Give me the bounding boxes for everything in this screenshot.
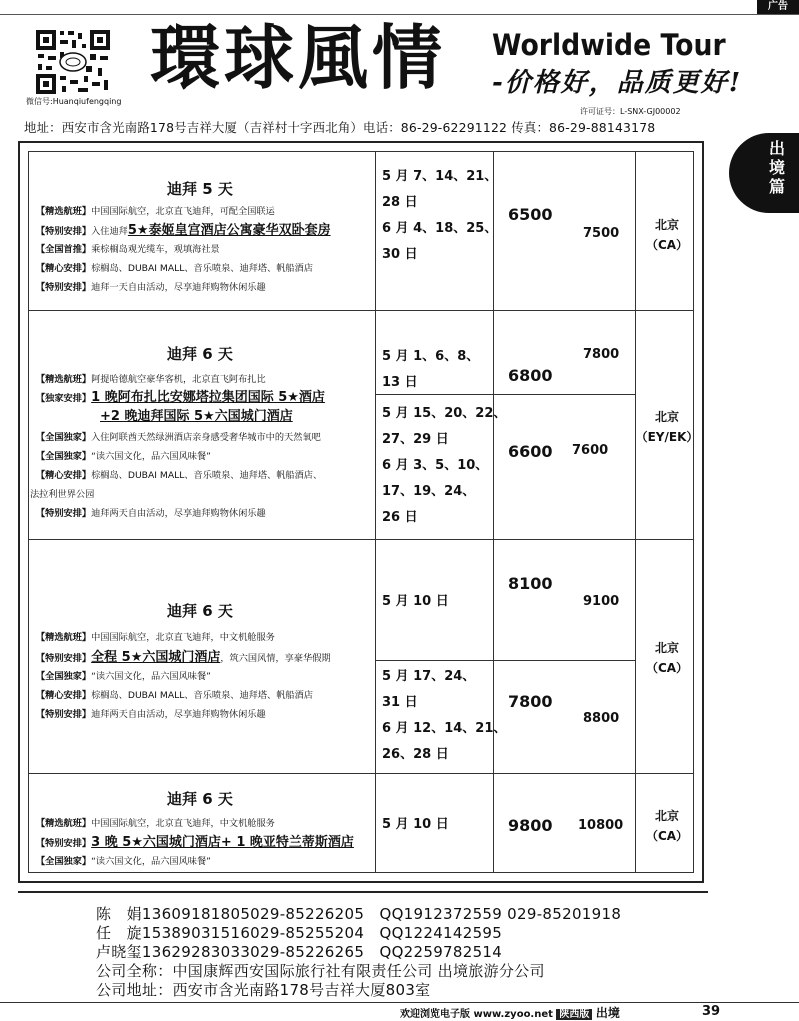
tour-feature: 【特别安排】3 晚 5★六国城门酒店+ 1 晚亚特兰蒂斯酒店 [36, 835, 354, 850]
tour-title: 迪拜 6 天 [167, 602, 233, 620]
tour-feature: 【精心安排】棕榈岛、DUBAI MALL、音乐喷泉、迪拜塔、帆船酒店 [36, 690, 313, 701]
tour-title: 迪拜 6 天 [167, 790, 233, 808]
footer-bar [400, 1004, 620, 1021]
price-alt: 10800 [578, 818, 624, 833]
price-alt: 7600 [572, 443, 609, 458]
price-adult: 8100 [508, 574, 553, 593]
row-divider [29, 310, 693, 311]
top-rule [0, 14, 799, 15]
side-tab [729, 133, 799, 213]
sub-row-divider [375, 660, 635, 661]
row-divider [29, 539, 693, 540]
footer-website: 欢迎浏览电子版 www.zyoo.net [400, 1009, 553, 1020]
tour-feature: 【精选航班】中国国际航空，北京直飞迪拜，中文机舱服务 [36, 818, 275, 829]
tour-feature: 【特别安排】迪拜两天自由活动，尽享迪拜购物休闲乐趣 [36, 709, 266, 720]
departure-city: 北京 （CA） [645, 809, 689, 843]
slogan: -价格好，品质更好! [492, 68, 743, 98]
departure-dates: 5 月 10 日 [382, 594, 449, 609]
tour-feature: 【全国独家】“读六国文化，品六国风味餐” [36, 671, 211, 682]
tour-feature: 【特别安排】入住迪拜5★泰姬皇宫酒店公寓豪华双卧套房 [36, 223, 331, 238]
header-address: 地址：西安市含光南路178号吉祥大厦（吉祥村十字西北角）电话：86-29-62291122 传真：86-29-88143178 [24, 120, 656, 135]
brand-english: Worldwide Tour [492, 28, 726, 62]
column-divider [375, 152, 376, 872]
price-adult: 7800 [508, 692, 553, 711]
column-divider [635, 152, 636, 872]
ad-tag: 广告 [757, 0, 799, 14]
tour-title: 迪拜 5 天 [167, 180, 233, 198]
departure-dates: 5 月 7、14、21、 28 日 6 月 4、18、25、 30 日 [382, 169, 498, 262]
tour-feature: 【全国独家】“读六国文化，品六国风味餐” [36, 856, 211, 867]
tour-feature: 【精选航班】中国国际航空，北京直飞迪拜，可配全国联运 [36, 206, 275, 217]
tour-feature: 【精选航班】中国国际航空，北京直飞迪拜，中文机舱服务 [36, 632, 275, 643]
footer-logo: 陕西版 [556, 1009, 592, 1020]
tour-feature: 【精心安排】棕榈岛、DUBAI MALL、音乐喷泉、迪拜塔、帆船酒店 [36, 263, 313, 274]
footer-section: 出境 [595, 1006, 620, 1020]
footer-rule [18, 891, 708, 893]
departure-city: 北京 （EY/EK） [635, 410, 699, 444]
tour-feature: 【独家安排】1 晚阿布扎比安娜塔拉集团国际 5★酒店 [36, 390, 325, 405]
qr-code-icon [34, 28, 112, 96]
price-adult: 6500 [508, 205, 553, 224]
departure-city: 北京 （CA） [645, 218, 689, 252]
contact-line: 任 旋15389031516029-85255204 QQ1224142595 [96, 924, 503, 942]
departure-dates: 5 月 15、20、22、 27、29 日 6 月 3、5、10、 17、19、24、 26 日 [382, 406, 507, 525]
departure-dates: 5 月 10 日 [382, 817, 449, 832]
tour-title: 迪拜 6 天 [167, 345, 233, 363]
tour-feature: 【全国首推】乘棕榈岛观光缆车，观填海社景 [36, 244, 220, 255]
page-number: 39 [702, 1004, 721, 1019]
departure-dates: 5 月 17、24、 31 日 6 月 12、14、21、 26、28 日 [382, 669, 507, 762]
tour-feature: 【精选航班】阿提哈德航空豪华客机，北京直飞阿布扎比 [36, 374, 266, 385]
tour-feature: +2 晚迪拜国际 5★六国城门酒店 [100, 409, 293, 424]
bottom-rule [0, 1002, 799, 1003]
price-alt: 8800 [583, 711, 620, 726]
tour-feature: 【全国独家】“读六国文化，品六国风味餐” [36, 451, 211, 462]
license-number: 许可证号：L-SNX-GJ00002 [580, 107, 681, 116]
tour-feature: 法拉利世界公园 [30, 489, 95, 500]
contact-line: 卢晓玺13629283033029-85226265 QQ2259782514 [96, 943, 503, 961]
brand-name: 環球風情 [150, 16, 446, 99]
company-address: 公司地址：西安市含光南路178号吉祥大厦803室 [96, 981, 431, 999]
price-adult: 6600 [508, 442, 553, 461]
departure-city: 北京 （CA） [645, 641, 689, 675]
price-adult: 6800 [508, 366, 553, 385]
departure-dates: 5 月 1、6、8、 13 日 [382, 349, 480, 390]
contact-line: 陈 娟13609181805029-85226205 QQ1912372559 029-85201918 [96, 905, 622, 923]
side-tab-label: 出境篇 [768, 139, 785, 196]
price-alt: 7800 [583, 347, 620, 362]
tour-feature: 【特别安排】迪拜两天自由活动，尽享迪拜购物休闲乐趣 [36, 508, 266, 519]
tour-feature: 【特别安排】迪拜一天自由活动，尽享迪拜购物休闲乐趣 [36, 282, 266, 293]
price-adult: 9800 [508, 816, 553, 835]
company-name: 公司全称：中国康辉西安国际旅行社有限责任公司 出境旅游分公司 [96, 962, 545, 980]
tour-feature: 【全国独家】入住阿联酋天然绿洲酒店亲身感受奢华城市中的天然氧吧 [36, 432, 321, 443]
price-alt: 9100 [583, 594, 620, 609]
price-alt: 7500 [583, 226, 620, 241]
tour-feature: 【精心安排】棕榈岛、DUBAI MALL、音乐喷泉、迪拜塔、帆船酒店、 [36, 470, 323, 481]
row-divider [29, 773, 693, 774]
wechat-id: 微信号:Huanqiufengqing [26, 97, 122, 106]
tour-feature: 【特别安排】全程 5★六国城门酒店，筑六国风情，享豪华假期 [36, 650, 331, 665]
